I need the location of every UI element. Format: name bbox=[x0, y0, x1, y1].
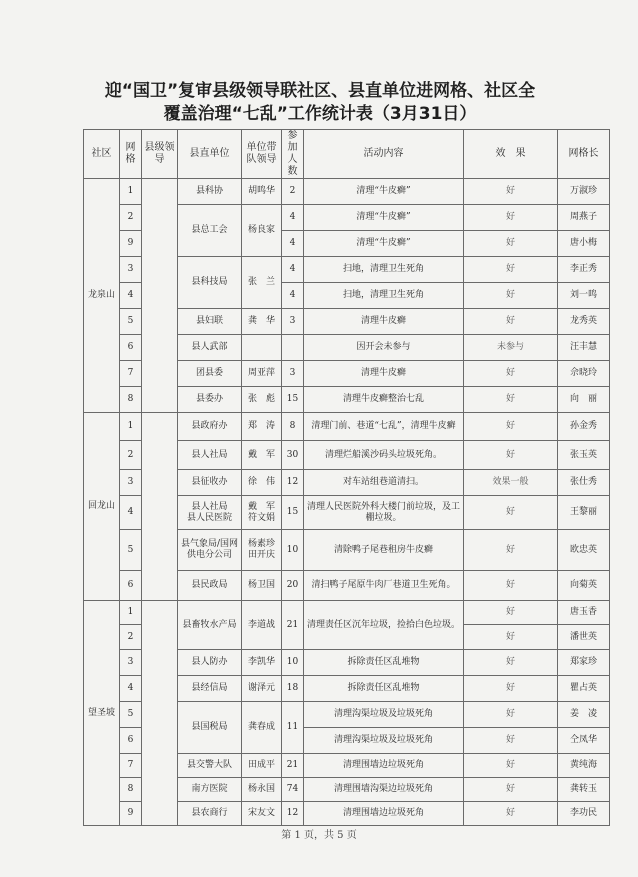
activity-cell: 扫地，清理卫生死角 bbox=[304, 257, 464, 283]
grid-cell: 1 bbox=[120, 179, 142, 205]
grid-head-cell: 王黎丽 bbox=[558, 496, 610, 530]
grid-head-cell: 向菊英 bbox=[558, 571, 610, 601]
grid-cell: 2 bbox=[120, 205, 142, 231]
grid-head-cell: 唐玉香 bbox=[558, 601, 610, 625]
unit-cell: 县妇联 bbox=[178, 309, 242, 335]
leader-cell: 田成平 bbox=[242, 754, 282, 778]
unit-cell: 县总工会 bbox=[178, 205, 242, 257]
leader-cell: 张 彪 bbox=[242, 387, 282, 413]
count-cell: 30 bbox=[282, 441, 304, 470]
header-county-leader: 县级领导 bbox=[142, 130, 178, 179]
activity-cell: 清理沟渠垃圾及垃圾死角 bbox=[304, 702, 464, 728]
unit-cell: 县经信局 bbox=[178, 676, 242, 702]
count-cell: 11 bbox=[282, 702, 304, 754]
effect-cell: 好 bbox=[464, 625, 558, 650]
grid-cell: 9 bbox=[120, 231, 142, 257]
grid-head-cell: 向 丽 bbox=[558, 387, 610, 413]
grid-head-cell: 佘晓玲 bbox=[558, 361, 610, 387]
unit-cell: 县畜牧水产局 bbox=[178, 601, 242, 650]
effect-cell: 好 bbox=[464, 650, 558, 676]
grid-cell: 4 bbox=[120, 676, 142, 702]
grid-cell: 9 bbox=[120, 802, 142, 826]
grid-cell: 3 bbox=[120, 470, 142, 496]
activity-cell: 清理责任区沉年垃圾，捡拾白色垃圾。 bbox=[304, 601, 464, 650]
effect-cell: 好 bbox=[464, 496, 558, 530]
header-unit-leader: 单位带队领导 bbox=[242, 130, 282, 179]
header-activity: 活动内容 bbox=[304, 130, 464, 179]
effect-cell: 好 bbox=[464, 778, 558, 802]
header-participants: 参加人数 bbox=[282, 130, 304, 179]
leader-cell: 杨良家 bbox=[242, 205, 282, 257]
page-footer: 第 1 页，共 5 页 bbox=[281, 830, 357, 841]
grid-head-cell: 郑家珍 bbox=[558, 650, 610, 676]
community-cell: 回龙山 bbox=[84, 413, 120, 601]
grid-head-cell: 刘一鸣 bbox=[558, 283, 610, 309]
grid-cell: 8 bbox=[120, 778, 142, 802]
grid-head-cell: 李正秀 bbox=[558, 257, 610, 283]
count-cell: 8 bbox=[282, 413, 304, 441]
leader-cell: 张 兰 bbox=[242, 257, 282, 309]
title-line-2: 覆盖治理“七乱”工作统计表（3月31日） bbox=[163, 104, 477, 124]
table-row bbox=[84, 601, 610, 625]
grid-head-cell: 龚转玉 bbox=[558, 778, 610, 802]
grid-head-cell: 瞿占英 bbox=[558, 676, 610, 702]
effect-cell: 好 bbox=[464, 441, 558, 470]
leader-cell: 李凯华 bbox=[242, 650, 282, 676]
header-unit: 县直单位 bbox=[178, 130, 242, 179]
title-line-1: 迎“国卫”复审县级领导联社区、县直单位进网格、社区全 bbox=[104, 81, 536, 101]
effect-cell: 好 bbox=[464, 571, 558, 601]
grid-head-cell: 唐小梅 bbox=[558, 231, 610, 257]
statistics-table bbox=[83, 129, 610, 826]
count-cell: 10 bbox=[282, 650, 304, 676]
grid-head-cell: 姜 凌 bbox=[558, 702, 610, 728]
count-cell: 15 bbox=[282, 496, 304, 530]
unit-cell: 县科技局 bbox=[178, 257, 242, 309]
grid-cell: 6 bbox=[120, 728, 142, 754]
activity-cell: 清理“牛皮癣” bbox=[304, 231, 464, 257]
count-cell: 12 bbox=[282, 802, 304, 826]
unit-cell: 县征收办 bbox=[178, 470, 242, 496]
unit-cell: 县委办 bbox=[178, 387, 242, 413]
unit-cell: 县国税局 bbox=[178, 702, 242, 754]
header-effect: 效 果 bbox=[464, 130, 558, 179]
grid-cell: 5 bbox=[120, 702, 142, 728]
leader-cell bbox=[242, 335, 282, 361]
page-title bbox=[40, 80, 600, 126]
grid-cell: 7 bbox=[120, 754, 142, 778]
effect-cell: 好 bbox=[464, 728, 558, 754]
grid-cell: 5 bbox=[120, 309, 142, 335]
unit-cell: 县气象局/国网供电分公司 bbox=[178, 530, 242, 571]
effect-cell: 好 bbox=[464, 309, 558, 335]
community-cell: 望圣坡 bbox=[84, 601, 120, 826]
effect-cell: 好 bbox=[464, 676, 558, 702]
activity-cell: 清理沟渠垃圾及垃圾死角 bbox=[304, 728, 464, 754]
effect-cell: 好 bbox=[464, 387, 558, 413]
grid-head-cell: 黄纯海 bbox=[558, 754, 610, 778]
activity-cell: 拆除责任区乱堆物 bbox=[304, 676, 464, 702]
activity-cell: 扫地，清理卫生死角 bbox=[304, 283, 464, 309]
effect-cell: 好 bbox=[464, 283, 558, 309]
effect-cell: 好 bbox=[464, 231, 558, 257]
effect-cell: 好 bbox=[464, 413, 558, 441]
activity-cell: 清理“牛皮癣” bbox=[304, 179, 464, 205]
grid-cell: 1 bbox=[120, 413, 142, 441]
unit-cell: 县农商行 bbox=[178, 802, 242, 826]
count-cell: 21 bbox=[282, 754, 304, 778]
grid-head-cell: 张玉英 bbox=[558, 441, 610, 470]
count-cell: 12 bbox=[282, 470, 304, 496]
effect-cell: 好 bbox=[464, 530, 558, 571]
count-cell: 4 bbox=[282, 205, 304, 231]
activity-cell: 清理人民医院外科大楼门前垃圾，及工棚垃圾。 bbox=[304, 496, 464, 530]
activity-cell: 清理围墙边垃圾死角 bbox=[304, 754, 464, 778]
grid-head-cell: 张仕秀 bbox=[558, 470, 610, 496]
leader-cell: 徐 伟 bbox=[242, 470, 282, 496]
effect-cell: 效果一般 bbox=[464, 470, 558, 496]
count-cell: 2 bbox=[282, 179, 304, 205]
table-row bbox=[84, 413, 610, 441]
effect-cell: 好 bbox=[464, 361, 558, 387]
activity-cell: 因开会未参与 bbox=[304, 335, 464, 361]
leader-cell: 宋友文 bbox=[242, 802, 282, 826]
header-grid-head: 网格长 bbox=[558, 130, 610, 179]
grid-head-cell: 万淑珍 bbox=[558, 179, 610, 205]
count-cell: 3 bbox=[282, 361, 304, 387]
header-grid: 网格 bbox=[120, 130, 142, 179]
grid-cell: 1 bbox=[120, 601, 142, 625]
grid-cell: 2 bbox=[120, 625, 142, 650]
leader-cell: 周亚萍 bbox=[242, 361, 282, 387]
effect-cell: 好 bbox=[464, 179, 558, 205]
count-cell: 4 bbox=[282, 257, 304, 283]
leader-cell: 龚春成 bbox=[242, 702, 282, 754]
activity-cell: 清理“牛皮癣” bbox=[304, 205, 464, 231]
leader-cell: 李道战 bbox=[242, 601, 282, 650]
activity-cell: 清理门前、巷道“七乱”，清理牛皮癣 bbox=[304, 413, 464, 441]
count-cell: 3 bbox=[282, 309, 304, 335]
leader-cell: 戴 军 bbox=[242, 441, 282, 470]
unit-cell: 南方医院 bbox=[178, 778, 242, 802]
table-row bbox=[84, 179, 610, 205]
activity-cell: 清理牛皮癣 bbox=[304, 309, 464, 335]
activity-cell: 对车站组巷道清扫。 bbox=[304, 470, 464, 496]
activity-cell: 清扫鸭子尾原牛肉厂巷道卫生死角。 bbox=[304, 571, 464, 601]
count-cell: 21 bbox=[282, 601, 304, 650]
header-row bbox=[84, 130, 610, 179]
community-cell: 龙泉山 bbox=[84, 179, 120, 413]
effect-cell: 好 bbox=[464, 257, 558, 283]
activity-cell: 清除鸭子尾巷租房牛皮癣 bbox=[304, 530, 464, 571]
effect-cell: 好 bbox=[464, 702, 558, 728]
count-cell: 4 bbox=[282, 231, 304, 257]
effect-cell: 好 bbox=[464, 601, 558, 625]
count-cell: 18 bbox=[282, 676, 304, 702]
leader-cell: 龚 华 bbox=[242, 309, 282, 335]
grid-head-cell: 潘世英 bbox=[558, 625, 610, 650]
grid-head-cell: 仝凤华 bbox=[558, 728, 610, 754]
leader-cell: 戴 军 符文娟 bbox=[242, 496, 282, 530]
leader-cell: 杨永国 bbox=[242, 778, 282, 802]
effect-cell: 好 bbox=[464, 205, 558, 231]
unit-cell: 县科协 bbox=[178, 179, 242, 205]
effect-cell: 好 bbox=[464, 802, 558, 826]
count-cell bbox=[282, 335, 304, 361]
activity-cell: 清理牛皮癣整治七乱 bbox=[304, 387, 464, 413]
header-community: 社区 bbox=[84, 130, 120, 179]
grid-cell: 4 bbox=[120, 496, 142, 530]
grid-head-cell: 孙金秀 bbox=[558, 413, 610, 441]
unit-cell: 县交警大队 bbox=[178, 754, 242, 778]
leader-cell: 郑 涛 bbox=[242, 413, 282, 441]
count-cell: 74 bbox=[282, 778, 304, 802]
grid-cell: 7 bbox=[120, 361, 142, 387]
effect-cell: 未参与 bbox=[464, 335, 558, 361]
county-leader-cell bbox=[142, 601, 178, 826]
grid-head-cell: 周燕子 bbox=[558, 205, 610, 231]
grid-head-cell: 李功民 bbox=[558, 802, 610, 826]
leader-cell: 谢泽元 bbox=[242, 676, 282, 702]
count-cell: 15 bbox=[282, 387, 304, 413]
grid-head-cell: 欧忠英 bbox=[558, 530, 610, 571]
grid-cell: 3 bbox=[120, 650, 142, 676]
unit-cell: 县人社局 bbox=[178, 441, 242, 470]
unit-cell: 县民政局 bbox=[178, 571, 242, 601]
leader-cell: 胡鸣华 bbox=[242, 179, 282, 205]
unit-cell: 县人社局 县人民医院 bbox=[178, 496, 242, 530]
effect-cell: 好 bbox=[464, 754, 558, 778]
grid-cell: 5 bbox=[120, 530, 142, 571]
count-cell: 20 bbox=[282, 571, 304, 601]
grid-head-cell: 汪丰慧 bbox=[558, 335, 610, 361]
leader-cell: 杨素珍 田开庆 bbox=[242, 530, 282, 571]
count-cell: 10 bbox=[282, 530, 304, 571]
unit-cell: 县人武部 bbox=[178, 335, 242, 361]
activity-cell: 清理牛皮癣 bbox=[304, 361, 464, 387]
unit-cell: 县政府办 bbox=[178, 413, 242, 441]
grid-head-cell: 龙秀英 bbox=[558, 309, 610, 335]
activity-cell: 清理围墙沟渠边垃圾死角 bbox=[304, 778, 464, 802]
grid-cell: 4 bbox=[120, 283, 142, 309]
leader-cell: 杨卫国 bbox=[242, 571, 282, 601]
grid-cell: 6 bbox=[120, 335, 142, 361]
activity-cell: 清理围墙边垃圾死角 bbox=[304, 802, 464, 826]
activity-cell: 清理烂船溪沙码头垃圾死角。 bbox=[304, 441, 464, 470]
county-leader-cell bbox=[142, 413, 178, 601]
unit-cell: 团县委 bbox=[178, 361, 242, 387]
county-leader-cell bbox=[142, 179, 178, 413]
unit-cell: 县人防办 bbox=[178, 650, 242, 676]
grid-cell: 8 bbox=[120, 387, 142, 413]
grid-cell: 3 bbox=[120, 257, 142, 283]
count-cell: 4 bbox=[282, 283, 304, 309]
activity-cell: 拆除责任区乱堆物 bbox=[304, 650, 464, 676]
grid-cell: 6 bbox=[120, 571, 142, 601]
grid-cell: 2 bbox=[120, 441, 142, 470]
